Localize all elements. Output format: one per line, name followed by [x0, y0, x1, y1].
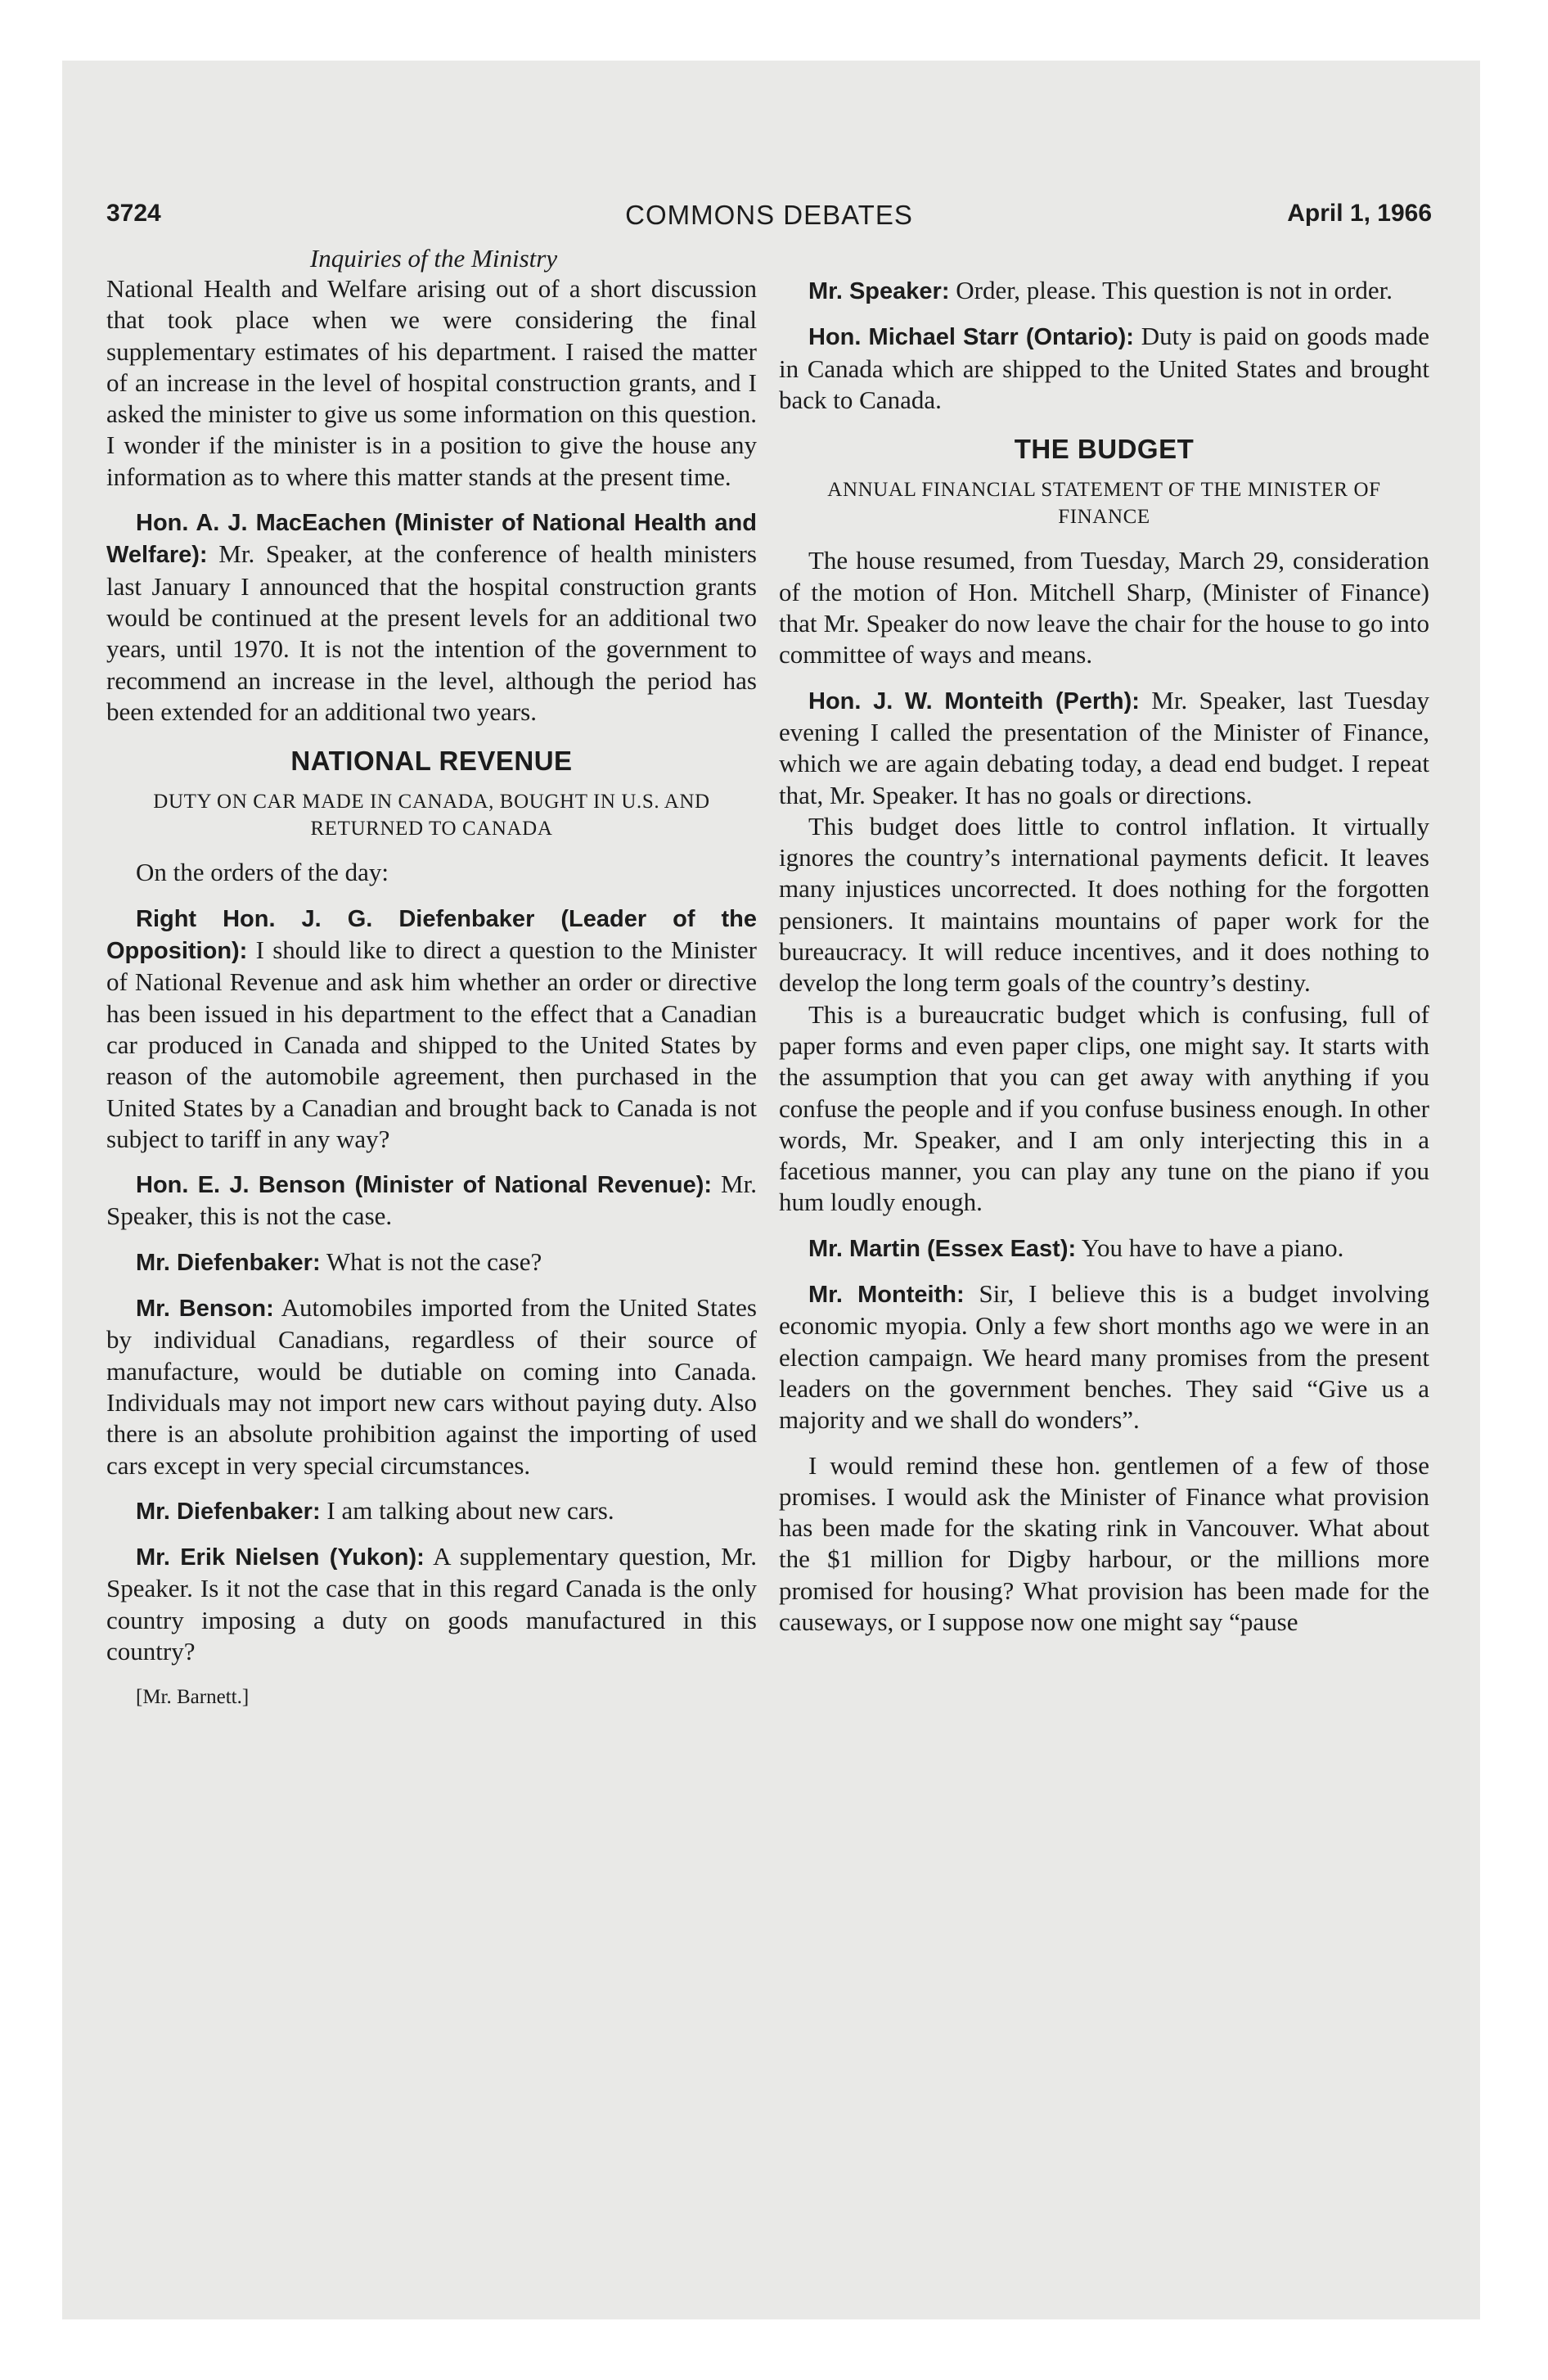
section-heading: NATIONAL REVENUE — [290, 746, 573, 777]
speech-text: I am talking about new cars. — [320, 1495, 614, 1525]
speech — [106, 1292, 757, 1481]
speaker-name: Mr. Monteith: — [808, 1282, 965, 1309]
paragraph: I would remind these hon. gentlemen of a few of those promises. I would ask the Minister of Finance what provision has been made for the skating rink in Vancouver. What about the $1 million for Digby harbour, or the millions more promised for housing? What provision has been made for the causeways, or I suppose now one might say “pause — [779, 1450, 1429, 1636]
speech — [106, 1246, 757, 1278]
speech — [106, 903, 757, 1155]
paragraph: The house resumed, from Tuesday, March 29, consideration of the motion of Hon. Mitchell Sharp, (Minister of Finance) that Mr. Speaker do now leave the chair for the house to go into committee of ways and means. — [779, 546, 1429, 669]
page-number: 3724 — [106, 200, 161, 227]
paragraph: This budget does little to control inflation. It virtually ignores the country’s international payments deficit. It leaves many injustices uncorrected. It does nothing for the forgotten pensioners. It maintains mountains of paper work for the bureaucracy. It will reduce incentives, and it does nothing to develop the long term goals of the country’s destiny. — [779, 811, 1429, 998]
speaker-name: Hon. J. W. Monteith (Perth): — [808, 687, 1140, 714]
running-subheader: Inquiries of the Ministry — [309, 244, 558, 273]
paragraph: This is a bureaucratic budget which is confusing, full of paper forms and even paper clips, one might say. It starts with the assumption that you can get away with anything if you confuse the people and if you confuse business enough. In other words, Mr. Speaker, and I am only interjecting this in a facetious manner, you can play any tune on the piano if you hum loudly enough. — [779, 999, 1429, 1217]
paragraph: On the orders of the day: — [136, 858, 389, 887]
page-header — [106, 200, 1432, 241]
publication-title: COMMONS DEBATES — [625, 200, 913, 230]
speaker-name: Hon. A. J. MacEachen (Minister of National Health and Welfare): — [106, 510, 757, 569]
paragraph: National Health and Welfare arising out of a short discussion that took place when we were considering the final supplementary estimates of his department. I raised the matter of an increase in the level of hospital construction grants, and I asked the minister to give us some information on this question. I wonder if the minister is in a position to give the house any information as to where this matter stands at the present time. — [106, 274, 757, 491]
speaker-name: Mr. Speaker: — [808, 278, 950, 304]
speaker-name: Mr. Diefenbaker: — [136, 1498, 321, 1525]
speech-text: I should like to direct a question to the Minister of National Revenue and ask him whether an order or directive has been issued in his department to the effect that a Canadian car produced in Canada and shipped to the United States by reason of the automobile agreement, then purchased in the United States by a Canadian and brought back to Canada is not subject to tariff in any way? — [106, 935, 757, 1153]
speech — [779, 685, 1429, 811]
speech — [779, 1233, 1429, 1264]
section-heading: THE BUDGET — [1014, 434, 1195, 465]
speech — [779, 1278, 1429, 1436]
speech — [779, 275, 1429, 307]
left-column — [106, 273, 757, 1714]
speech-text: Mr. Speaker, this is not the case. — [106, 1170, 757, 1231]
speech — [106, 1169, 757, 1233]
speaker-name: Mr. Diefenbaker: — [136, 1249, 321, 1276]
speech-text: Duty is paid on goods made in Canada which are shipped to the United States and brought back to Canada. — [779, 322, 1429, 414]
speech — [106, 1495, 757, 1527]
speech — [779, 321, 1429, 416]
speech-text: Mr. Speaker, at the conference of health ministers last January I announced that the hospital construction grants would be continued at the present levels for an additional two years, until 1970. It is not the intention of the government to recommend an increase in the level, although the period has been extended for an additional two years. — [106, 539, 757, 726]
speech — [106, 1541, 757, 1667]
speaker-name: Hon. E. J. Benson (Minister of National Revenue): — [136, 1172, 713, 1199]
speech-text: What is not the case? — [320, 1246, 542, 1276]
footer-note: [Mr. Barnett.] — [136, 1686, 250, 1709]
subsection-heading: DUTY ON CAR MADE IN CANADA, BOUGHT IN U.S. AND RETURNED TO CANADA — [153, 791, 710, 841]
speaker-name: Mr. Benson: — [136, 1296, 274, 1323]
right-column — [779, 275, 1429, 1638]
speech — [106, 507, 757, 728]
speech-text: Automobiles imported from the United States by individual Canadians, regardless of their source of manufacture, would be dutiable on coming into Canada. Individuals may not import new cars without paying duty. Also there is an absolute prohibition against the importing of used cars except in very special circumstances. — [106, 1293, 757, 1480]
speaker-name: Mr. Martin (Essex East): — [808, 1235, 1077, 1262]
speech-text: Order, please. This question is not in order. — [949, 276, 1393, 304]
speaker-name: Mr. Erik Nielsen (Yukon): — [136, 1544, 425, 1571]
speaker-name: Hon. Michael Starr (Ontario): — [808, 324, 1134, 351]
speech-text: A supplementary question, Mr. Speaker. Is it not the case that in this regard Canada is the only country imposing a duty on goods manufactured in this country? — [106, 1542, 758, 1666]
page-date: April 1, 1966 — [1287, 200, 1432, 227]
subsection-heading: ANNUAL FINANCIAL STATEMENT OF THE MINISTER OF FINANCE — [827, 479, 1381, 529]
speaker-name: Right Hon. J. G. Diefenbaker (Leader of the Opposition): — [106, 905, 757, 965]
speech-text: Sir, I believe this is a budget involving economic myopia. Only a few short months ago we were in an election campaign. We heard many promises from the present leaders on the government benches. They said “Give us a majority and we shall do wonders”. — [779, 1279, 1430, 1435]
speech-text: Mr. Speaker, last Tuesday evening I called the presentation of the Minister of Finance, which we are again debating today, a dead end budget. I repeat that, Mr. Speaker. It has no goals or directions. — [779, 685, 1429, 809]
speech-text: You have to have a piano. — [1076, 1233, 1344, 1262]
